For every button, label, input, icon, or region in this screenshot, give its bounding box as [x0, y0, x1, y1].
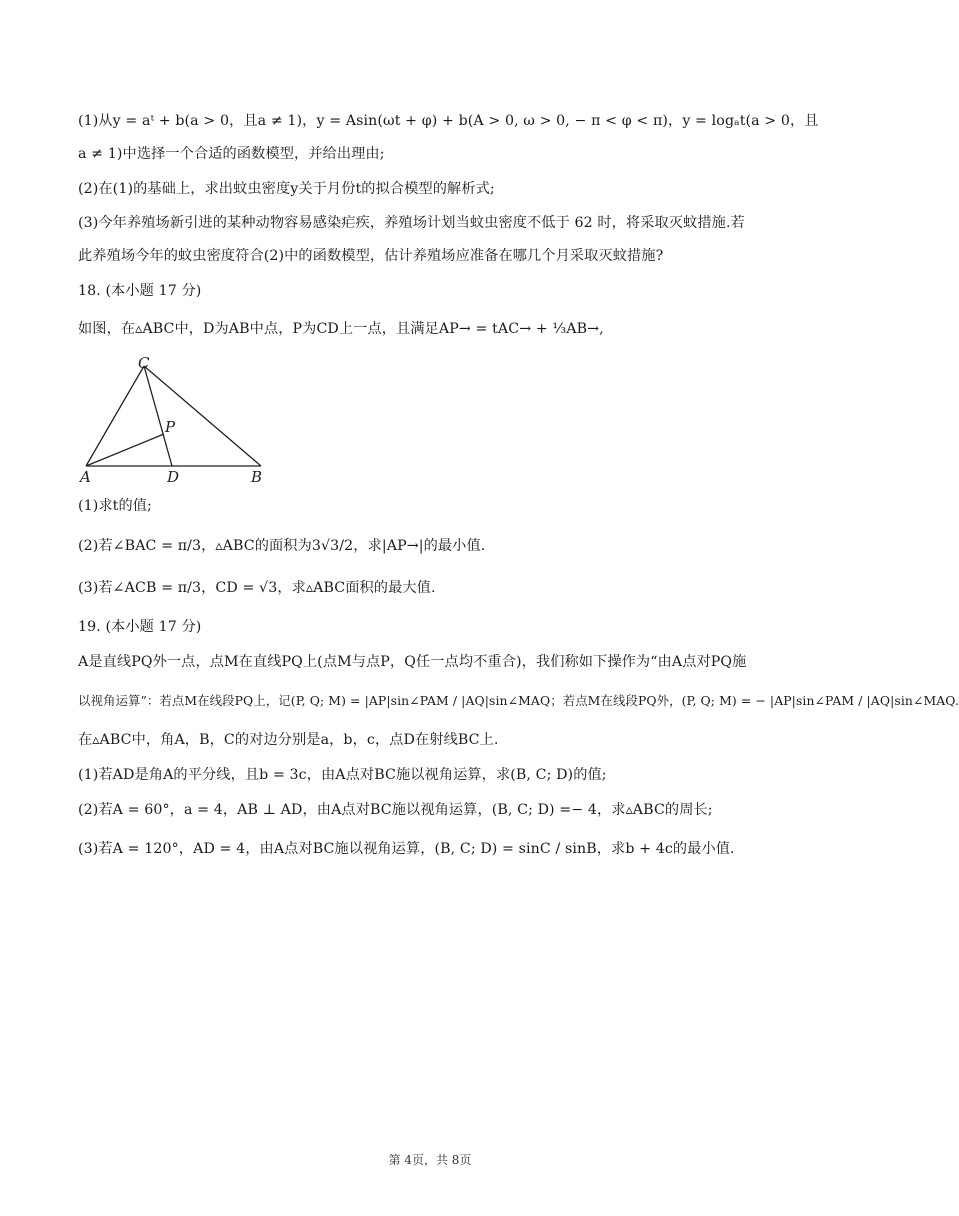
text-line-2: a ≠ 1)中选择一个合适的函数模型，并给出理由; [78, 146, 385, 162]
triangle-figure [74, 352, 274, 484]
side-ac [86, 366, 144, 466]
label-p: P [165, 418, 176, 436]
segment-cd [144, 366, 172, 466]
segment-ap [86, 434, 164, 466]
problem-19-part-2: (2)若A = 60°，a = 4，AB ⊥ AD，由A点对BC施以视角运算，(B, C; D) =− 4，求▵ABC的周长; [78, 802, 713, 818]
problem-19-heading: 19. (本小题 17 分) [78, 619, 202, 635]
side-cb [144, 366, 261, 466]
problem-19-part-3: (3)若A = 120°，AD = 4，由A点对BC施以视角运算，(B, C; D) = sinC / sinB，求b + 4c的最小值. [78, 841, 735, 857]
problem-18-part-3: (3)若∠ACB = π/3，CD = √3，求▵ABC面积的最大值. [78, 580, 436, 596]
problem-18-heading: 18. (本小题 17 分) [78, 283, 202, 299]
text-line-4: (3)今年养殖场新引进的某种动物容易感染疟疾，养殖场计划当蚊虫密度不低于 62 时，将采取灭蚊措施.若 [78, 215, 745, 231]
text-line-3: (2)在(1)的基础上，求出蚊虫密度y关于月份t的拟合模型的解析式; [78, 181, 495, 197]
problem-19-line-3: 在▵ABC中，角A，B，C的对边分别是a，b，c，点D在射线BC上. [78, 732, 499, 748]
label-c: C [138, 354, 150, 372]
problem-19-line-1: A是直线PQ外一点，点M在直线PQ上(点M与点P，Q任一点均不重合)，我们称如下操作为“由A点对PQ施 [78, 654, 747, 670]
problem-18-statement: 如图，在▵ABC中，D为AB中点，P为CD上一点，且满足AP→ = tAC→ + ⅓AB→, [78, 321, 604, 337]
label-d: D [167, 468, 180, 486]
problem-18-part-2: (2)若∠BAC = π/3，▵ABC的面积为3√3/2，求|AP→|的最小值. [78, 538, 486, 554]
label-a: A [80, 468, 91, 486]
problem-19-line-2: 以视角运算”：若点M在线段PQ上，记(P, Q; M) = |AP|sin∠PAM / |AQ|sin∠MAQ；若点M在线段PQ外，(P, Q; M) = − |AP|sin∠PAM / |AQ|sin∠MAQ. [78, 693, 959, 708]
text-line-5: 此养殖场今年的蚊虫密度符合(2)中的函数模型，估计养殖场应准备在哪几个月采取灭蚊措施? [78, 248, 664, 264]
text-line-1: (1)从y = aᵗ + b(a > 0，且a ≠ 1)，y = Asin(ωt + φ) + b(A > 0, ω > 0, − π < φ < π)，y = logₐt(a > 0，且 [78, 113, 819, 129]
page-footer: 第 4页，共 8页 [388, 1153, 472, 1167]
label-b: B [251, 468, 263, 486]
problem-19-part-1: (1)若AD是角A的平分线，且b = 3c，由A点对BC施以视角运算，求(B, C; D)的值; [78, 767, 607, 783]
problem-18-part-1: (1)求t的值; [78, 498, 152, 514]
